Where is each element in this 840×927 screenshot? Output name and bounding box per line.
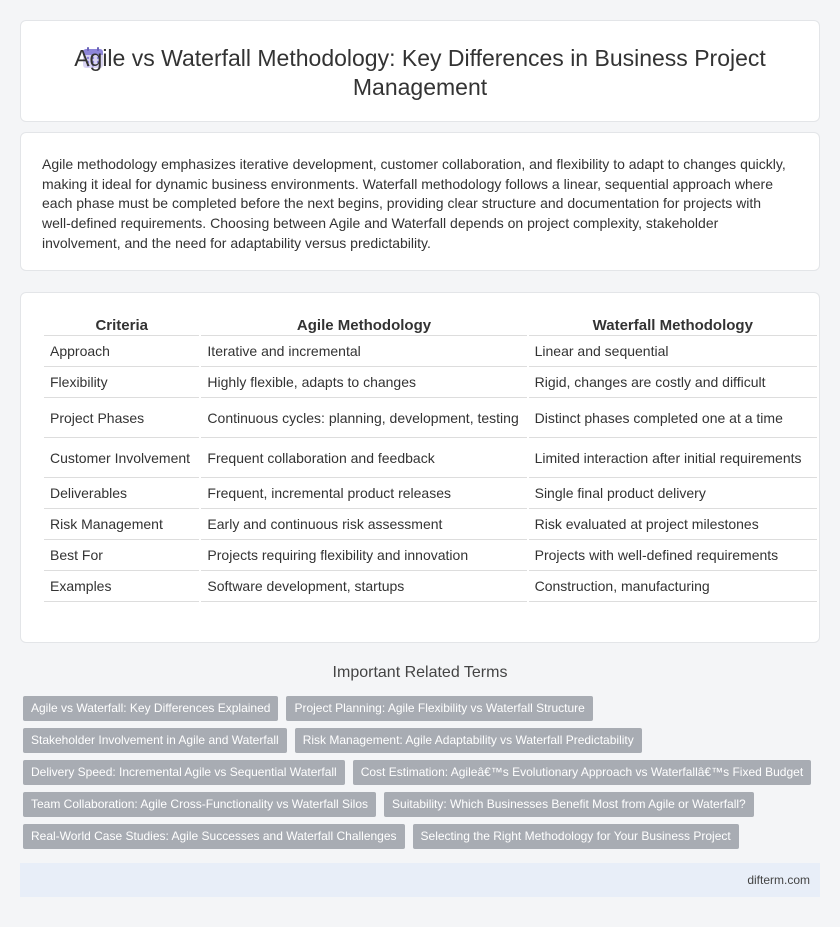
header-card bbox=[20, 20, 820, 122]
table-cell: Frequent collaboration and feedback bbox=[201, 438, 526, 478]
related-terms-tags bbox=[23, 696, 823, 856]
table-row bbox=[44, 509, 817, 540]
table-cell: Customer Involvement bbox=[44, 438, 199, 478]
table-cell: Flexibility bbox=[44, 367, 199, 398]
page-title: Agile vs Waterfall Methodology: Key Differences in Business Project Management bbox=[74, 45, 766, 100]
comparison-table-card bbox=[20, 292, 820, 643]
intro-text: Agile methodology emphasizes iterative development, customer collaboration, and flexibility to adapt to changes quickly, making it ideal for dynamic business environments. Waterfall methodology follows a linear, sequential approach where each phase must be completed before the next begins, providing clear structure and documentation for projects with well-defined requirements. Choosing between Agile and Waterfall depends on project complexity, stakeholder involvement, and the need for adaptability versus predictability. bbox=[42, 156, 786, 251]
table-cell: Frequent, incremental product releases bbox=[201, 478, 526, 509]
table-cell: Iterative and incremental bbox=[201, 336, 526, 367]
related-terms-title: Important Related Terms bbox=[332, 664, 508, 681]
table-cell: Early and continuous risk assessment bbox=[201, 509, 526, 540]
related-tag[interactable]: Real-World Case Studies: Agile Successes and Waterfall Challenges bbox=[23, 824, 405, 849]
table-cell: Software development, startups bbox=[201, 571, 526, 602]
table-cell: Highly flexible, adapts to changes bbox=[201, 367, 526, 398]
table-row bbox=[44, 398, 817, 438]
tag-row bbox=[23, 760, 823, 785]
table-cell: Examples bbox=[44, 571, 199, 602]
table-row bbox=[44, 571, 817, 602]
table-row bbox=[44, 336, 817, 367]
tag-row bbox=[23, 728, 823, 753]
related-tag[interactable]: Agile vs Waterfall: Key Differences Explained bbox=[23, 696, 278, 721]
related-tag[interactable]: Selecting the Right Methodology for Your Business Project bbox=[413, 824, 739, 849]
related-tag[interactable]: Stakeholder Involvement in Agile and Waterfall bbox=[23, 728, 287, 753]
footer bbox=[20, 863, 820, 897]
table-cell: Best For bbox=[44, 540, 199, 571]
table-header-row bbox=[44, 315, 817, 336]
header-criteria: Criteria bbox=[44, 315, 199, 336]
comparison-table bbox=[42, 315, 819, 602]
table-cell: Risk evaluated at project milestones bbox=[529, 509, 817, 540]
table-row bbox=[44, 438, 817, 478]
table-cell: Linear and sequential bbox=[529, 336, 817, 367]
table-row bbox=[44, 478, 817, 509]
table-cell: Deliverables bbox=[44, 478, 199, 509]
table-cell: Construction, manufacturing bbox=[529, 571, 817, 602]
related-tag[interactable]: Risk Management: Agile Adaptability vs Waterfall Predictability bbox=[295, 728, 642, 753]
header-agile: Agile Methodology bbox=[201, 315, 526, 336]
table-cell: Limited interaction after initial requirements bbox=[529, 438, 817, 478]
title-wrap bbox=[21, 44, 819, 102]
related-tag[interactable]: Team Collaboration: Agile Cross-Functionality vs Waterfall Silos bbox=[23, 792, 376, 817]
related-tag[interactable]: Project Planning: Agile Flexibility vs Waterfall Structure bbox=[286, 696, 592, 721]
tag-row bbox=[23, 824, 823, 849]
table-cell: Projects requiring flexibility and innovation bbox=[201, 540, 526, 571]
header-waterfall: Waterfall Methodology bbox=[529, 315, 817, 336]
table-cell: Project Phases bbox=[44, 398, 199, 438]
table-cell: Approach bbox=[44, 336, 199, 367]
table-cell: Distinct phases completed one at a time bbox=[529, 398, 817, 438]
tag-row bbox=[23, 696, 823, 721]
table-cell: Projects with well-defined requirements bbox=[529, 540, 817, 571]
intro-card bbox=[20, 132, 820, 271]
table-row bbox=[44, 367, 817, 398]
table-row bbox=[44, 540, 817, 571]
table-cell: Rigid, changes are costly and difficult bbox=[529, 367, 817, 398]
related-tag[interactable]: Cost Estimation: Agileâ€™s Evolutionary Approach vs Waterfallâ€™s Fixed Budget bbox=[353, 760, 811, 785]
related-tag[interactable]: Suitability: Which Businesses Benefit Most from Agile or Waterfall? bbox=[384, 792, 754, 817]
footer-site[interactable]: difterm.com bbox=[747, 873, 810, 887]
table-cell: Single final product delivery bbox=[529, 478, 817, 509]
tag-row bbox=[23, 792, 823, 817]
related-tag[interactable]: Delivery Speed: Incremental Agile vs Sequential Waterfall bbox=[23, 760, 345, 785]
table-cell: Risk Management bbox=[44, 509, 199, 540]
table-cell: Continuous cycles: planning, development, testing bbox=[201, 398, 526, 438]
